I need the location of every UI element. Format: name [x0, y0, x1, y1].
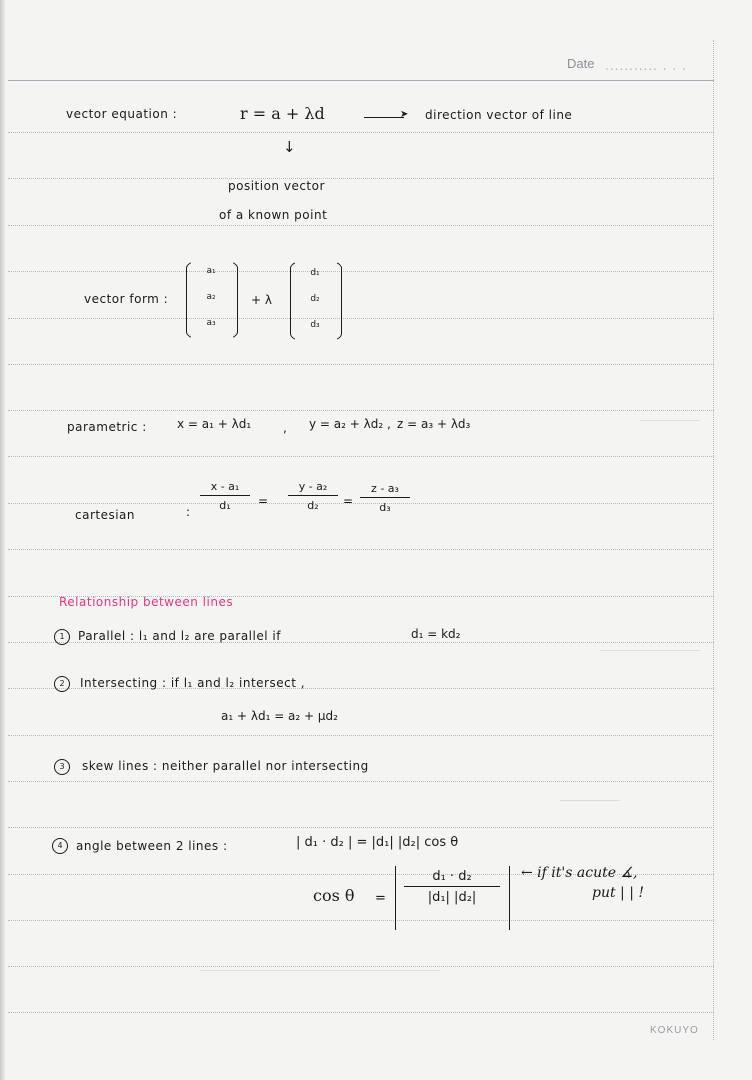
- bleed-through-mark: [640, 410, 700, 421]
- fraction-denominator: d₂: [288, 495, 338, 512]
- ruled-line: [8, 456, 714, 457]
- vector-a-entry: a₁: [206, 266, 216, 276]
- margin-line: [713, 40, 714, 1040]
- direction-vector-note: direction vector of line: [425, 108, 573, 122]
- vector-a-entry: a₃: [206, 318, 216, 328]
- date-label: Date: [567, 56, 595, 71]
- parallel-condition: d₁ = kd₂: [411, 627, 461, 641]
- cos-numerator: d₁ · d₂: [432, 869, 472, 884]
- brand-logo: KOKUYO: [650, 1025, 699, 1036]
- parallel-text: Parallel : l₁ and l₂ are parallel if: [78, 629, 281, 643]
- cartesian-fraction-z: [360, 482, 410, 514]
- relationship-heading: Relationship between lines: [59, 595, 234, 609]
- cos-denominator: |d₁| |d₂|: [404, 886, 500, 905]
- position-vector-note: position vector: [228, 179, 325, 193]
- skew-lines-text: skew lines : neither parallel nor intersecting: [82, 759, 369, 773]
- bleed-through-mark: [600, 640, 700, 651]
- vector-form-label: vector form :: [84, 292, 169, 306]
- angle-formula: | d₁ · d₂ | = |d₁| |d₂| cos θ: [296, 835, 459, 850]
- ruled-line: [8, 132, 714, 133]
- abs-note: put | | !: [592, 885, 645, 901]
- ruled-line: [8, 225, 714, 226]
- header-rule: [8, 80, 714, 81]
- ruled-line: [8, 364, 714, 365]
- equals-sign: =: [343, 494, 354, 508]
- vector-d-entries: [307, 268, 323, 346]
- right-arrow-icon: [364, 117, 404, 118]
- item-number-badge: 2: [54, 676, 70, 692]
- ruled-line: [8, 410, 714, 411]
- cos-equals: =: [375, 891, 386, 906]
- parametric-y: y = a₂ + λd₂ ,: [309, 417, 391, 431]
- intersecting-text: Intersecting : if l₁ and l₂ intersect ,: [80, 676, 306, 690]
- item-number-badge: 3: [54, 759, 70, 775]
- vector-d-entry: d₁: [310, 268, 320, 278]
- bleed-through-mark: [560, 790, 620, 801]
- ruled-line: [8, 781, 714, 782]
- vector-a-entries: [203, 266, 219, 344]
- abs-bar-left: [395, 866, 396, 930]
- equals-sign: =: [258, 494, 269, 508]
- down-arrow-icon: ↓: [283, 138, 296, 156]
- fraction-numerator: x - a₁: [210, 480, 240, 493]
- intersecting-condition: a₁ + λd₁ = a₂ + μd₂: [221, 709, 338, 723]
- cartesian-fraction-y: [288, 480, 338, 512]
- ruled-line: [8, 271, 714, 272]
- cartesian-fraction-x: [200, 480, 250, 512]
- cos-fraction: [404, 869, 500, 905]
- abs-bar-right: [509, 866, 510, 930]
- fraction-denominator: d₃: [360, 497, 410, 514]
- ruled-line: [8, 178, 714, 179]
- parametric-x: x = a₁ + λd₁: [177, 417, 252, 431]
- vector-d-entry: d₃: [310, 320, 320, 330]
- vector-a-entry: a₂: [206, 292, 216, 302]
- vector-equation-label: vector equation :: [66, 107, 178, 121]
- date-field: ........... . . .: [605, 59, 687, 73]
- fraction-numerator: y - a₂: [298, 480, 328, 493]
- acute-note: ← if it's acute ∡,: [521, 865, 638, 881]
- known-point-note: of a known point: [219, 208, 328, 222]
- item-number-badge: 1: [54, 629, 70, 645]
- parametric-comma: ,: [283, 421, 287, 435]
- cartesian-colon: :: [186, 505, 191, 519]
- vector-d-entry: d₂: [310, 294, 320, 304]
- ruled-line: [8, 735, 714, 736]
- angle-text: angle between 2 lines :: [76, 839, 228, 853]
- ruled-line: [8, 920, 714, 921]
- item-number-badge: 4: [52, 838, 68, 854]
- ruled-line: [8, 827, 714, 828]
- ruled-line: [8, 549, 714, 550]
- arrowhead-icon: ➤: [400, 109, 409, 120]
- ruled-line: [8, 318, 714, 319]
- parametric-label: parametric :: [67, 420, 147, 434]
- plus-lambda: + λ: [251, 293, 272, 307]
- fraction-denominator: d₁: [200, 495, 250, 512]
- cartesian-label: cartesian: [75, 508, 136, 522]
- fraction-numerator: z - a₃: [371, 482, 399, 495]
- bleed-through-mark: [200, 960, 440, 971]
- vector-equation: r = a + λd: [240, 104, 325, 123]
- parametric-z: z = a₃ + λd₃: [397, 417, 471, 431]
- cos-theta-lhs: cos θ: [313, 886, 355, 905]
- ruled-line: [8, 1012, 714, 1013]
